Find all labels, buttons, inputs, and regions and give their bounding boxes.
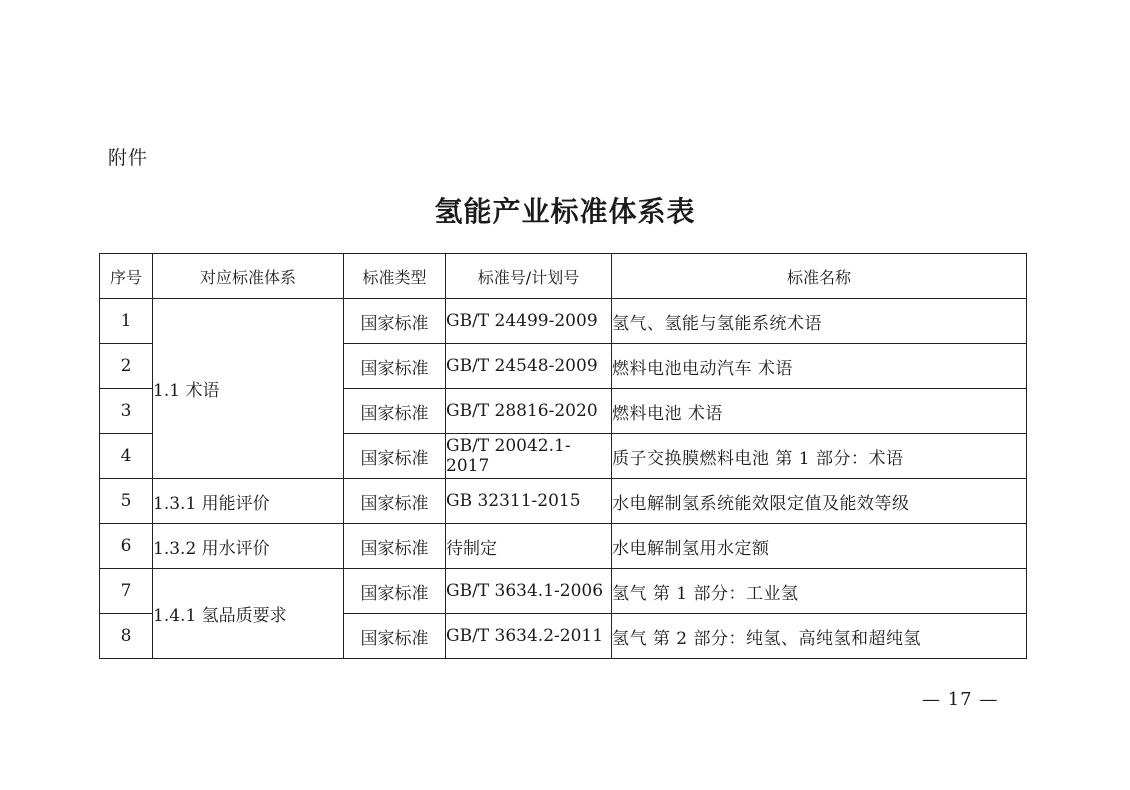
standard-name-cell: 氢气 第 2 部分：纯氢、高纯氢和超纯氢	[612, 614, 1027, 659]
standard-type-cell: 国家标准	[344, 569, 446, 614]
serial-number-cell: 1	[100, 299, 153, 344]
standard-system-cell: 1.3.1 用能评价	[153, 479, 344, 524]
standard-code-cell: 待制定	[446, 524, 612, 569]
serial-number-cell: 7	[100, 569, 153, 614]
header-standard-system: 对应标准体系	[153, 254, 344, 299]
standards-table	[99, 253, 1027, 659]
serial-number-cell: 4	[100, 434, 153, 479]
serial-number-cell: 2	[100, 344, 153, 389]
standard-type-cell: 国家标准	[344, 614, 446, 659]
standard-code-cell: GB/T 3634.2-2011	[446, 614, 612, 659]
standard-code-cell: GB/T 24499-2009	[446, 299, 612, 344]
standard-type-cell: 国家标准	[344, 344, 446, 389]
standard-name-cell: 水电解制氢系统能效限定值及能效等级	[612, 479, 1027, 524]
standard-code-cell: GB 32311-2015	[446, 479, 612, 524]
attachment-label: 附件	[108, 147, 149, 169]
standard-code-cell: GB/T 20042.1-2017	[446, 434, 612, 479]
header-standard-name: 标准名称	[612, 254, 1027, 299]
header-serial-number: 序号	[100, 254, 153, 299]
standard-name-cell: 水电解制氢用水定额	[612, 524, 1027, 569]
table-row	[100, 524, 1027, 569]
standard-code-cell: GB/T 3634.1-2006	[446, 569, 612, 614]
serial-number-cell: 8	[100, 614, 153, 659]
standard-name-cell: 质子交换膜燃料电池 第 1 部分：术语	[612, 434, 1027, 479]
standard-type-cell: 国家标准	[344, 434, 446, 479]
standard-name-cell: 燃料电池电动汽车 术语	[612, 344, 1027, 389]
standard-system-cell: 1.4.1 氢品质要求	[153, 569, 344, 659]
standard-name-cell: 氢气 第 1 部分：工业氢	[612, 569, 1027, 614]
table-row	[100, 299, 1027, 344]
document-title: 氢能产业标准体系表	[434, 195, 696, 228]
standard-name-cell: 燃料电池 术语	[612, 389, 1027, 434]
header-standard-code: 标准号/计划号	[446, 254, 612, 299]
standard-type-cell: 国家标准	[344, 389, 446, 434]
standard-code-cell: GB/T 24548-2009	[446, 344, 612, 389]
table-header-row	[100, 254, 1027, 299]
serial-number-cell: 3	[100, 389, 153, 434]
standard-type-cell: 国家标准	[344, 479, 446, 524]
table-row	[100, 569, 1027, 614]
standard-system-cell: 1.1 术语	[153, 299, 344, 479]
serial-number-cell: 5	[100, 479, 153, 524]
standard-type-cell: 国家标准	[344, 299, 446, 344]
page-number: — 17 —	[922, 689, 999, 710]
table-row	[100, 479, 1027, 524]
header-standard-type: 标准类型	[344, 254, 446, 299]
standard-system-cell: 1.3.2 用水评价	[153, 524, 344, 569]
standard-name-cell: 氢气、氢能与氢能系统术语	[612, 299, 1027, 344]
standard-code-cell: GB/T 28816-2020	[446, 389, 612, 434]
serial-number-cell: 6	[100, 524, 153, 569]
standard-type-cell: 国家标准	[344, 524, 446, 569]
